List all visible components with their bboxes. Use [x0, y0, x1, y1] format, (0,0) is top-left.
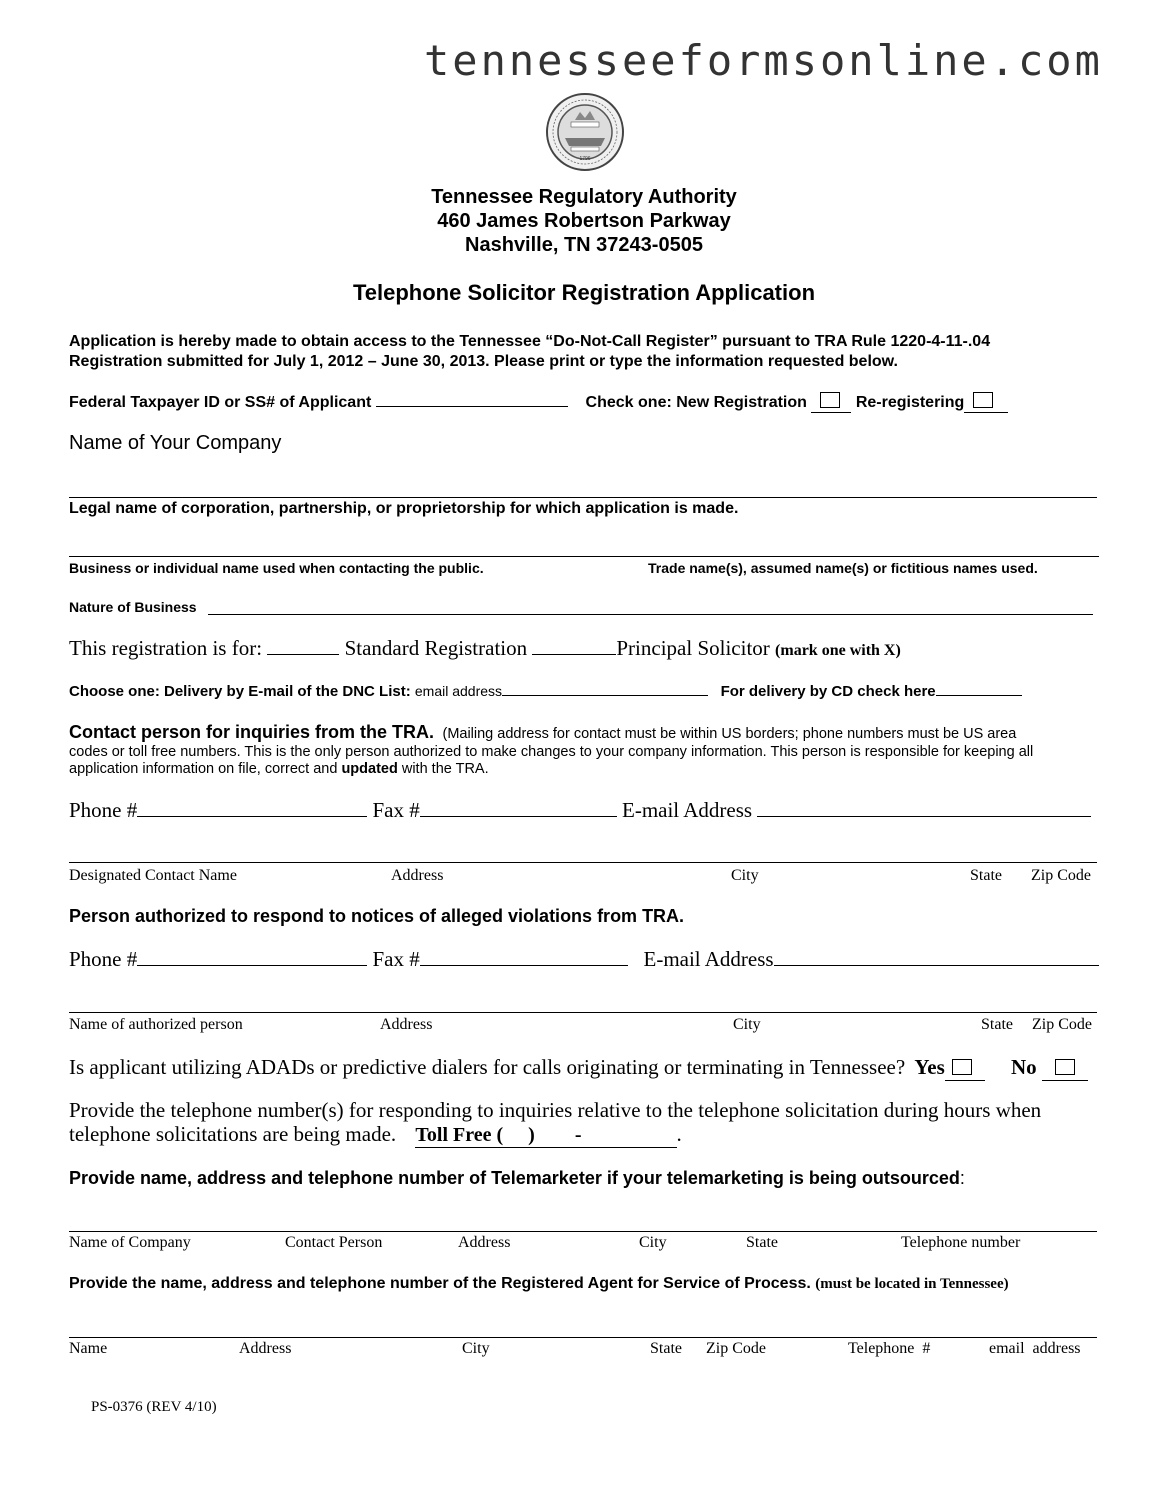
- adad-no-label: No: [1011, 1055, 1037, 1079]
- legal-name-caption: Legal name of corporation, partnership, or proprietorship for which application is made.: [69, 500, 739, 517]
- telemarketer-col-city: City: [639, 1234, 667, 1251]
- taxpayer-row: [69, 392, 1008, 413]
- authorized-col-zip: Zip Code: [1032, 1016, 1092, 1033]
- cd-delivery-label: For delivery by CD check here: [720, 683, 936, 700]
- toll-free-field[interactable]: [415, 1124, 676, 1148]
- principal-solicitor-label: Principal Solicitor: [616, 636, 770, 660]
- contact-col-name: Designated Contact Name: [69, 867, 237, 884]
- contact-note-c1: application information on file, correct and: [69, 761, 338, 777]
- contact-fax-label: Fax #: [372, 798, 420, 822]
- contact-col-zip: Zip Code: [1031, 867, 1091, 884]
- company-legal-name-line[interactable]: [69, 497, 1097, 498]
- agent-col-email: email address: [989, 1340, 1081, 1357]
- taxpayer-id-field[interactable]: [376, 392, 568, 407]
- authorized-email-field[interactable]: [774, 951, 1099, 966]
- re-registering-label: Re-registering: [855, 394, 965, 411]
- delivery-row: [69, 681, 1022, 700]
- standard-registration-label: Standard Registration: [344, 636, 528, 660]
- authorized-phone-row: [69, 947, 1099, 972]
- authorized-col-address: Address: [380, 1016, 433, 1033]
- nature-of-business-line[interactable]: [208, 614, 1093, 615]
- standard-mark-field[interactable]: [267, 640, 339, 655]
- contact-col-city: City: [731, 867, 759, 884]
- contact-phone-field[interactable]: [137, 802, 367, 817]
- intro-line-1: Application is hereby made to obtain access to the Tennessee “Do-Not-Call Register” pursuant to TRA Rule 1220-4-11-.04: [69, 333, 991, 350]
- company-name-label: Name of Your Company: [69, 432, 282, 454]
- toll-free-label: Toll Free (: [415, 1124, 504, 1146]
- delivery-email-label: email address: [414, 683, 503, 699]
- authorized-email-label: E-mail Address: [643, 947, 774, 971]
- telemarketer-col-company: Name of Company: [69, 1234, 191, 1251]
- agency-city: Nashville, TN 37243-0505: [465, 234, 703, 256]
- state-seal-icon: [545, 92, 625, 172]
- contact-col-state: State: [970, 867, 1002, 884]
- contact-address-line[interactable]: [69, 862, 1097, 863]
- telemarketer-col-telephone: Telephone number: [901, 1234, 1021, 1251]
- business-name-caption: Business or individual name used when contacting the public.: [69, 560, 484, 576]
- adad-yes-label: Yes: [914, 1055, 945, 1079]
- new-registration-blank: [811, 392, 851, 413]
- agent-col-zip: Zip Code: [706, 1340, 766, 1357]
- agent-note: (must be located in Tennessee): [815, 1276, 1009, 1292]
- authorized-fax-field[interactable]: [420, 951, 628, 966]
- mark-one-note: (mark one with X): [775, 642, 901, 659]
- telemarketer-col-contact: Contact Person: [285, 1234, 383, 1251]
- contact-fax-field[interactable]: [420, 802, 617, 817]
- agency-name: Tennessee Regulatory Authority: [431, 186, 737, 208]
- adad-yes-checkbox[interactable]: [952, 1059, 972, 1075]
- agent-heading: Provide the name, address and telephone number of the Registered Agent for Service of Process.: [69, 1275, 811, 1292]
- contact-note-c: [69, 761, 489, 777]
- agent-line[interactable]: [69, 1337, 1097, 1338]
- contact-phone-row: [69, 798, 1091, 823]
- telemarketer-heading-colon: :: [959, 1168, 965, 1188]
- form-title: Telephone Solicitor Registration Application: [352, 280, 816, 305]
- registration-type-row: [69, 636, 901, 661]
- check-one-new-registration-label: Check one: New Registration: [585, 394, 807, 411]
- authorized-phone-field[interactable]: [137, 951, 367, 966]
- registration-for-label: This registration is for:: [69, 636, 263, 660]
- telemarketer-heading-text: Provide name, address and telephone number of Telemarketer if your telemarketing is being outsourced: [69, 1168, 960, 1188]
- intro-line-2: Registration submitted for July 1, 2012 – June 30, 2013. Please print or type the information requested below.: [69, 353, 898, 370]
- watermark: tennesseeformsonline.com: [424, 36, 1103, 85]
- authorized-fax-label: Fax #: [372, 947, 420, 971]
- toll-free-dash: -: [574, 1124, 582, 1146]
- agent-col-address: Address: [239, 1340, 292, 1357]
- authorized-heading: Person authorized to respond to notices of alleged violations from TRA.: [69, 906, 685, 926]
- telemarketer-col-state: State: [746, 1234, 778, 1251]
- telemarketer-line[interactable]: [69, 1231, 1097, 1232]
- contact-phone-label: Phone #: [69, 798, 138, 822]
- agent-col-name: Name: [69, 1340, 108, 1357]
- phone-provide-line-1: Provide the telephone number(s) for responding to inquiries relative to the telephone solicitation during hours when: [69, 1098, 1042, 1122]
- authorized-phone-label: Phone #: [69, 947, 138, 971]
- agent-col-state: State: [650, 1340, 682, 1357]
- authorized-col-state: State: [981, 1016, 1013, 1033]
- adad-row: [69, 1055, 1088, 1081]
- delivery-email-field[interactable]: [502, 681, 708, 696]
- contact-heading: Contact person for inquiries from the TRA.: [69, 722, 435, 742]
- contact-email-field[interactable]: [757, 802, 1091, 817]
- telemarketer-col-address: Address: [458, 1234, 511, 1251]
- principal-mark-field[interactable]: [532, 640, 616, 655]
- adad-no-blank: [1042, 1055, 1088, 1081]
- authorized-col-name: Name of authorized person: [69, 1016, 243, 1033]
- contact-note-c2: updated: [341, 761, 398, 777]
- telemarketer-heading: [69, 1168, 965, 1189]
- re-registering-checkbox[interactable]: [973, 392, 993, 408]
- agency-address: 460 James Robertson Parkway: [437, 210, 731, 232]
- contact-note-b: codes or toll free numbers. This is the only person authorized to make changes to your company information. This person is responsible for keeping all: [69, 744, 1034, 760]
- phone-provide-line-2: telephone solicitations are being made.: [69, 1122, 397, 1146]
- seal-year: 1796: [579, 156, 591, 162]
- re-registering-blank: [964, 392, 1008, 413]
- form-number: PS-0376 (REV 4/10): [91, 1399, 217, 1415]
- agent-col-telephone: Telephone #: [848, 1340, 931, 1357]
- nature-of-business-label: Nature of Business: [69, 599, 197, 615]
- delivery-choose-label: Choose one: Delivery by E-mail of the DNC List:: [69, 683, 411, 700]
- authorized-col-city: City: [733, 1016, 761, 1033]
- adad-question: Is applicant utilizing ADADs or predictive dialers for calls originating or terminating in Tennessee?: [69, 1055, 906, 1079]
- new-registration-checkbox[interactable]: [820, 392, 840, 408]
- toll-free-close-paren: ): [528, 1124, 535, 1146]
- adad-yes-blank: [945, 1055, 985, 1081]
- contact-email-label: E-mail Address: [622, 798, 753, 822]
- agent-heading-row: [69, 1275, 1009, 1293]
- taxpayer-label: Federal Taxpayer ID or SS# of Applicant: [69, 394, 372, 411]
- contact-col-address: Address: [391, 867, 444, 884]
- agent-col-city: City: [462, 1340, 490, 1357]
- trade-name-caption: Trade name(s), assumed name(s) or fictitious names used.: [648, 560, 1038, 576]
- authorized-address-line[interactable]: [69, 1012, 1097, 1013]
- business-name-line[interactable]: [69, 556, 1099, 557]
- contact-heading-row: [69, 722, 1016, 743]
- adad-no-checkbox[interactable]: [1055, 1059, 1075, 1075]
- cd-delivery-field[interactable]: [936, 681, 1022, 696]
- contact-note-a: (Mailing address for contact must be within US borders; phone numbers must be US area: [442, 726, 1017, 742]
- phone-provide-line-2-row: telephone solicitations are being made. Toll Free ( ) - .: [69, 1122, 682, 1146]
- contact-note-c3: with the TRA.: [401, 761, 489, 777]
